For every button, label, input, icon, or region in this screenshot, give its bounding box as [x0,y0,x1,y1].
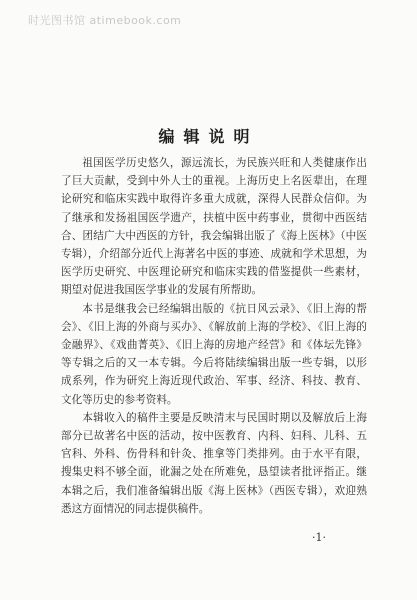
page-title: 编辑说明 [158,127,259,146]
paragraph-series: 本书是继我会已经编辑出版的《抗日风云录》、《旧上海的帮会》、《旧上海的外商与买办》、《解放前上海的学校》、《旧上海的金融界》、《戏曲菁英》、《旧上海的房地产经营》和《体坛先锋》等专辑之后的又一本专辑。今后将陆续编辑出版一些专辑，以形成系列，作为研究上海近现代政治、军事、经济、科技、教育、文化等历史的参考资料。 [61,302,367,406]
paragraph-intro: 祖国医学历史悠久，源远流长，为民族兴旺和人类健康作出了巨大贡献，受到中外人士的重视。上海历史上名医辈出，在理论研究和临床实践中取得许多重大成就，深得人民群众信仰。为了继承和发扬祖国医学遗产，扶植中医中药事业，贯彻中西医结合、团结广大中西医的方针，我会编辑出版了《海上医林》（中医专辑），介绍部分近代上海著名中医的事迹、成就和学术思想，为医学历史研究、中医理论研究和临床实践的借鉴提供一些素材，期望对促进我国医学事业的发展有所帮助。 [61,157,367,297]
watermark-text: 时光图书馆 atimebook.com [28,14,182,27]
paragraph-contents: 本辑收入的稿件主要是反映清末与民国时期以及解放后上海部分已故著名中医的活动，按中医教育、内科、妇科、儿科、五官科、外科、伤骨科和针灸、推拿等门类排列。由于水平有限，搜集史料不够全面，讹漏之处在所难免，恳望读者批评指正。继本辑之后，我们准备编辑出版《海上医林》（西医专辑），欢迎熟悉这方面情况的同志提供稿件。 [61,411,367,515]
body-text [61,154,367,518]
page-number: ·1· [312,531,326,544]
